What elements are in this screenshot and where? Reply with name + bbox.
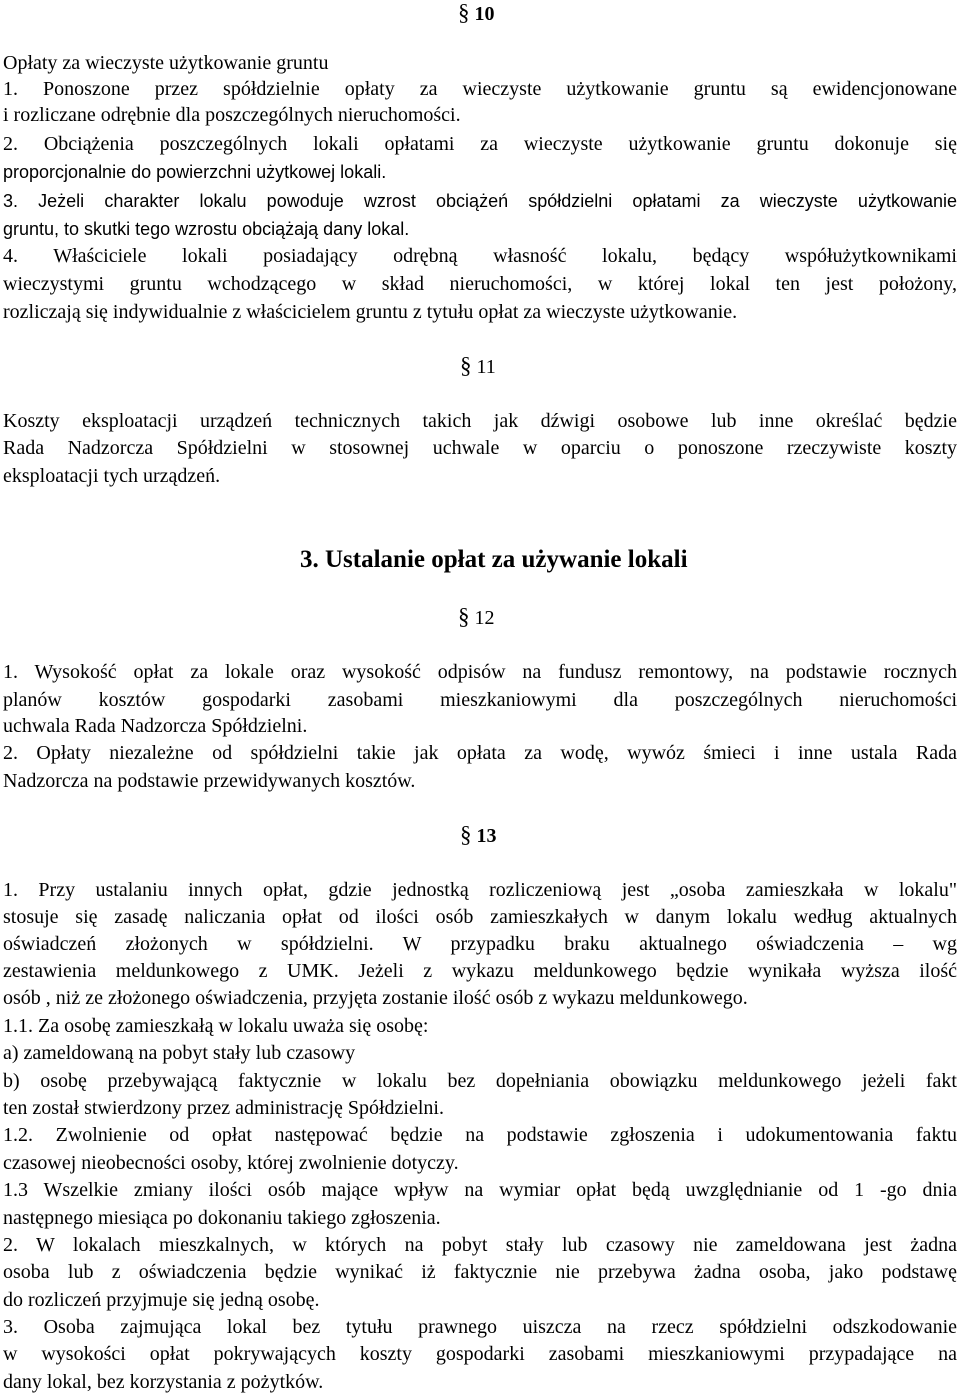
paragraph-line: oświadczeń złożonych w spółdzielni. W przypadku braku aktualnego oświadczenia – wg [3, 933, 957, 955]
paragraph-line: stosuje się zasadę naliczania opłat od ilości osób zamieszkałych w danym lokalu według aktualnych [3, 906, 957, 928]
paragraph-line: do rozliczeń przyjmuje się jedną osobę. [3, 1289, 320, 1311]
section-12-header [458, 604, 495, 631]
paragraph-line: 3. Osoba zajmująca lokal bez tytułu prawnego uiszcza na rzecz spółdzielni odszkodowanie [3, 1316, 957, 1338]
section-sign: § [460, 822, 472, 847]
section-number: 11 [476, 356, 496, 378]
paragraph-line: uchwala Rada Nadzorcza Spółdzielni. [3, 715, 308, 737]
paragraph-line: osób , niż ze złożonego oświadczenia, przyjęta zostanie ilość osób z wykazu meldunkowego. [3, 987, 748, 1009]
list-item: a) zameldowaną na pobyt stały lub czasowy [3, 1042, 356, 1064]
paragraph-line: 2. Opłaty niezależne od spółdzielni takie jak opłata za wodę, wywóz śmieci i inne ustala Rada [3, 742, 957, 764]
paragraph-line: dany lokal, bez korzystania z pożytków. [3, 1371, 324, 1393]
list-item: b) osobę przebywającą faktycznie w lokalu bez dopełniania obowiązku meldunkowego jeżeli fakt [3, 1070, 957, 1092]
paragraph-line: 1.3 Wszelkie zmiany ilości osób mające wpływ na wymiar opłat będą uwzględnianie od 1 -go dnia [3, 1179, 957, 1201]
section-title: Opłaty za wieczyste użytkowanie gruntu [3, 52, 329, 74]
paragraph-line: 3. Jeżeli charakter lokalu powoduje wzrost obciążeń spółdzielni opłatami za wieczyste użytkowanie [3, 191, 957, 211]
section-sign: § [458, 604, 470, 629]
section-sign: § [460, 353, 472, 378]
paragraph-line: zestawienia meldunkowego z UMK. Jeżeli z wykazu meldunkowego będzie wynikała wyższa ilość [3, 960, 957, 982]
paragraph-line: Koszty eksploatacji urządzeń technicznych takich jak dźwigi osobowe lub inne określać będzie [3, 410, 957, 432]
paragraph-line: 1. Ponoszone przez spółdzielnie opłaty za wieczyste użytkowanie gruntu są ewidencjonowane [3, 78, 957, 100]
paragraph-line: gruntu, to skutki tego wzrostu obciążają dany lokal. [3, 219, 410, 239]
section-13-header [460, 822, 497, 849]
paragraph-line: 1. Wysokość opłat za lokale oraz wysokość odpisów na fundusz remontowy, na podstawie rocznych [3, 661, 957, 683]
paragraph-line: następnego miesiąca po dokonaniu takiego zgłoszenia. [3, 1207, 441, 1229]
paragraph-line: wieczystymi gruntu wchodzącego w skład nieruchomości, w której lokal ten jest położony, [3, 273, 957, 295]
section-number: 13 [476, 825, 497, 847]
paragraph-line: planów kosztów gospodarki zasobami mieszkaniowymi dla poszczególnych nieruchomości [3, 689, 957, 711]
paragraph-line: eksploatacji tych urządzeń. [3, 465, 221, 487]
chapter-heading: 3. Ustalanie opłat za używanie lokali [300, 546, 688, 573]
paragraph-line: czasowej nieobecności osoby, której zwolnienie dotyczy. [3, 1152, 459, 1174]
paragraph-line: proporcjonalnie do powierzchni użytkowej lokali. [3, 162, 387, 182]
paragraph-line: 1.1. Za osobę zamieszkałą w lokalu uważa się osobę: [3, 1015, 429, 1037]
section-number: 10 [474, 3, 495, 25]
paragraph-line: rozliczają się indywidualnie z właścicielem gruntu z tytułu opłat za wieczyste użytkowanie. [3, 301, 738, 323]
paragraph-line: i rozliczane odrębnie dla poszczególnych nieruchomości. [3, 104, 461, 126]
section-sign: § [458, 0, 470, 25]
paragraph-line: 1.2. Zwolnienie od opłat następować będzie na podstawie zgłoszenia i udokumentowania faktu [3, 1124, 957, 1146]
paragraph-line: ten został stwierdzony przez administrację Spółdzielni. [3, 1097, 444, 1119]
section-10-header [458, 0, 495, 27]
paragraph-line: 1. Przy ustalaniu innych opłat, gdzie jednostką rozliczeniową jest „osoba zamieszkała w lokalu" [3, 879, 957, 901]
paragraph-line: Rada Nadzorcza Spółdzielni w stosownej uchwale w oparciu o ponoszone rzeczywiste koszty [3, 437, 957, 459]
section-11-header [460, 353, 496, 380]
paragraph-line: w wysokości opłat pokrywających koszty gospodarki zasobami mieszkaniowymi przypadające na [3, 1343, 957, 1365]
paragraph-line: Nadzorcza na podstawie przewidywanych kosztów. [3, 770, 416, 792]
paragraph-line: 2. Obciążenia poszczególnych lokali opłatami za wieczyste użytkowanie gruntu dokonuje się [3, 133, 957, 155]
paragraph-line: osoba lub z oświadczenia będzie wynikać iż faktycznie nie przebywa żadna osoba, jako podstawę [3, 1261, 957, 1283]
paragraph-line: 4. Właściciele lokali posiadający odrębną własność lokalu, będący współużytkownikami [3, 245, 957, 267]
section-number: 12 [474, 607, 495, 629]
paragraph-line: 2. W lokalach mieszkalnych, w których na pobyt stały lub czasowy nie zameldowana jest żadna [3, 1234, 957, 1256]
